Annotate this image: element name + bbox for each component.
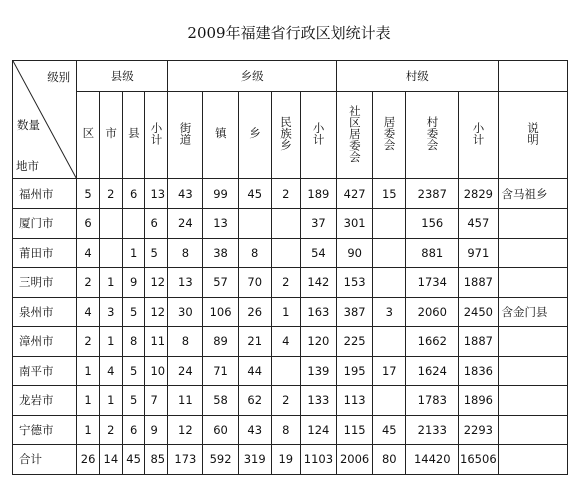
village-count-cell: 1783 (406, 386, 459, 416)
table-row (13, 415, 568, 445)
village-count-cell: 90 (337, 238, 373, 268)
county-count-cell: 45 (122, 445, 145, 475)
city-cell: 漳州市 (13, 327, 77, 357)
village-count-cell: 2293 (459, 415, 498, 445)
table-row (13, 238, 568, 268)
village-count-cell: 881 (406, 238, 459, 268)
township-count-cell (271, 238, 300, 268)
township-count-cell: 60 (203, 415, 238, 445)
county-count-cell: 12 (145, 268, 168, 298)
county-count-cell: 2 (99, 179, 122, 209)
township-count-cell: 189 (300, 179, 336, 209)
village-count-cell: 17 (373, 356, 406, 386)
group-header-township: 乡级 (168, 61, 337, 92)
county-count-cell: 6 (122, 179, 145, 209)
county-count-cell: 9 (122, 268, 145, 298)
corner-header (13, 61, 77, 179)
col-header-district: 区 (77, 92, 100, 179)
village-count-cell: 301 (337, 209, 373, 239)
county-count-cell: 10 (145, 356, 168, 386)
township-count-cell: 4 (271, 327, 300, 357)
city-cell: 福州市 (13, 179, 77, 209)
township-count-cell: 24 (168, 356, 203, 386)
col-header-county: 县 (122, 92, 145, 179)
table-row (13, 445, 568, 475)
col-header-note: 说明 (498, 92, 567, 179)
village-count-cell: 2060 (406, 297, 459, 327)
township-count-cell: 19 (271, 445, 300, 475)
county-count-cell: 5 (122, 356, 145, 386)
col-header-village-committee: 村委会 (406, 92, 459, 179)
village-count-cell: 971 (459, 238, 498, 268)
county-count-cell: 9 (145, 415, 168, 445)
corner-label-city: 地市 (16, 159, 39, 173)
county-count-cell: 13 (145, 179, 168, 209)
township-count-cell (271, 356, 300, 386)
township-count-cell: 142 (300, 268, 336, 298)
village-count-cell: 457 (459, 209, 498, 239)
col-header-county-subtotal: 小计 (145, 92, 168, 179)
village-count-cell (373, 209, 406, 239)
county-count-cell: 12 (145, 297, 168, 327)
city-cell: 莆田市 (13, 238, 77, 268)
village-count-cell: 113 (337, 386, 373, 416)
city-cell: 宁德市 (13, 415, 77, 445)
village-count-cell: 387 (337, 297, 373, 327)
township-count-cell: 11 (168, 386, 203, 416)
county-count-cell: 2 (77, 327, 100, 357)
township-count-cell (271, 209, 300, 239)
city-cell: 龙岩市 (13, 386, 77, 416)
county-count-cell: 1 (99, 327, 122, 357)
village-count-cell: 2829 (459, 179, 498, 209)
village-count-cell: 2450 (459, 297, 498, 327)
township-count-cell: 44 (238, 356, 271, 386)
group-header-village: 村级 (337, 61, 499, 92)
county-count-cell (122, 209, 145, 239)
note-cell (498, 209, 567, 239)
village-count-cell: 1887 (459, 268, 498, 298)
col-header-city: 市 (99, 92, 122, 179)
col-header-community-committee: 社区居委会 (337, 92, 373, 179)
township-count-cell: 54 (300, 238, 336, 268)
table-row (13, 179, 568, 209)
city-cell: 南平市 (13, 356, 77, 386)
village-count-cell: 80 (373, 445, 406, 475)
county-count-cell: 1 (77, 356, 100, 386)
township-count-cell: 89 (203, 327, 238, 357)
corner-label-quantity: 数量 (17, 118, 40, 132)
township-count-cell: 8 (238, 238, 271, 268)
village-count-cell: 153 (337, 268, 373, 298)
city-cell: 三明市 (13, 268, 77, 298)
county-count-cell: 1 (122, 238, 145, 268)
township-count-cell: 13 (203, 209, 238, 239)
village-count-cell: 45 (373, 415, 406, 445)
county-count-cell: 6 (145, 209, 168, 239)
township-count-cell: 43 (238, 415, 271, 445)
village-count-cell: 195 (337, 356, 373, 386)
township-count-cell: 21 (238, 327, 271, 357)
village-count-cell: 15 (373, 179, 406, 209)
village-count-cell: 3 (373, 297, 406, 327)
village-count-cell: 1624 (406, 356, 459, 386)
township-count-cell: 8 (168, 327, 203, 357)
township-count-cell: 1 (271, 297, 300, 327)
county-count-cell: 14 (99, 445, 122, 475)
note-cell (498, 415, 567, 445)
village-count-cell: 16506 (459, 445, 498, 475)
county-count-cell: 85 (145, 445, 168, 475)
county-count-cell: 6 (77, 209, 100, 239)
col-header-ethnic-township: 民族乡 (271, 92, 300, 179)
township-count-cell: 8 (168, 238, 203, 268)
township-count-cell: 106 (203, 297, 238, 327)
township-count-cell: 38 (203, 238, 238, 268)
group-header-blank (498, 61, 567, 92)
township-count-cell: 592 (203, 445, 238, 475)
township-count-cell: 2 (271, 386, 300, 416)
township-count-cell: 37 (300, 209, 336, 239)
township-count-cell: 99 (203, 179, 238, 209)
township-count-cell: 45 (238, 179, 271, 209)
county-count-cell: 1 (77, 415, 100, 445)
county-count-cell: 1 (77, 386, 100, 416)
township-count-cell: 2 (271, 179, 300, 209)
township-count-cell: 30 (168, 297, 203, 327)
village-count-cell (373, 268, 406, 298)
village-count-cell: 115 (337, 415, 373, 445)
table-row (13, 209, 568, 239)
village-count-cell (373, 238, 406, 268)
county-count-cell: 6 (122, 415, 145, 445)
col-header-village-subtotal: 小计 (459, 92, 498, 179)
note-cell: 含金门县 (498, 297, 567, 327)
township-count-cell: 8 (271, 415, 300, 445)
township-count-cell: 26 (238, 297, 271, 327)
township-count-cell: 57 (203, 268, 238, 298)
village-count-cell: 14420 (406, 445, 459, 475)
township-count-cell: 24 (168, 209, 203, 239)
county-count-cell: 26 (77, 445, 100, 475)
county-count-cell: 5 (145, 238, 168, 268)
county-count-cell: 4 (77, 297, 100, 327)
table-row (13, 356, 568, 386)
note-cell (498, 268, 567, 298)
village-count-cell: 427 (337, 179, 373, 209)
col-header-subdistrict: 街道 (168, 92, 203, 179)
township-count-cell: 71 (203, 356, 238, 386)
township-count-cell (238, 209, 271, 239)
county-count-cell: 4 (77, 238, 100, 268)
corner-label-level: 级别 (47, 70, 71, 84)
village-count-cell: 1662 (406, 327, 459, 357)
county-count-cell (99, 238, 122, 268)
group-header-county: 县级 (77, 61, 168, 92)
statistics-table (12, 60, 568, 475)
township-count-cell: 173 (168, 445, 203, 475)
township-count-cell: 163 (300, 297, 336, 327)
col-header-town: 镇 (203, 92, 238, 179)
village-count-cell: 2387 (406, 179, 459, 209)
township-count-cell: 319 (238, 445, 271, 475)
village-count-cell (373, 327, 406, 357)
county-count-cell: 5 (122, 386, 145, 416)
township-count-cell: 13 (168, 268, 203, 298)
village-count-cell: 1836 (459, 356, 498, 386)
county-count-cell: 3 (99, 297, 122, 327)
table-row (13, 297, 568, 327)
township-count-cell: 2 (271, 268, 300, 298)
county-count-cell: 2 (99, 415, 122, 445)
county-count-cell: 8 (122, 327, 145, 357)
col-header-township-subtotal: 小计 (300, 92, 336, 179)
township-count-cell: 1103 (300, 445, 336, 475)
township-count-cell: 139 (300, 356, 336, 386)
township-count-cell: 58 (203, 386, 238, 416)
county-count-cell (99, 209, 122, 239)
township-count-cell: 133 (300, 386, 336, 416)
county-count-cell: 11 (145, 327, 168, 357)
county-count-cell: 7 (145, 386, 168, 416)
note-cell (498, 327, 567, 357)
township-count-cell: 43 (168, 179, 203, 209)
note-cell (498, 238, 567, 268)
village-count-cell: 1887 (459, 327, 498, 357)
township-count-cell: 70 (238, 268, 271, 298)
village-count-cell: 225 (337, 327, 373, 357)
col-header-township: 乡 (238, 92, 271, 179)
city-cell: 合计 (13, 445, 77, 475)
county-count-cell: 5 (122, 297, 145, 327)
city-cell: 泉州市 (13, 297, 77, 327)
note-cell (498, 445, 567, 475)
village-count-cell: 1896 (459, 386, 498, 416)
city-cell: 厦门市 (13, 209, 77, 239)
table-row (13, 268, 568, 298)
village-count-cell: 156 (406, 209, 459, 239)
village-count-cell: 1734 (406, 268, 459, 298)
county-count-cell: 1 (99, 386, 122, 416)
note-cell (498, 356, 567, 386)
note-cell: 含马祖乡 (498, 179, 567, 209)
county-count-cell: 1 (99, 268, 122, 298)
township-count-cell: 124 (300, 415, 336, 445)
county-count-cell: 4 (99, 356, 122, 386)
village-count-cell: 2006 (337, 445, 373, 475)
county-count-cell: 5 (77, 179, 100, 209)
township-count-cell: 12 (168, 415, 203, 445)
village-count-cell: 2133 (406, 415, 459, 445)
township-count-cell: 62 (238, 386, 271, 416)
table-row (13, 386, 568, 416)
village-count-cell (373, 386, 406, 416)
table-title: 2009年福建省行政区划统计表 (187, 24, 391, 42)
note-cell (498, 386, 567, 416)
col-header-residents-committee: 居委会 (373, 92, 406, 179)
township-count-cell: 120 (300, 327, 336, 357)
county-count-cell: 2 (77, 268, 100, 298)
table-row (13, 327, 568, 357)
